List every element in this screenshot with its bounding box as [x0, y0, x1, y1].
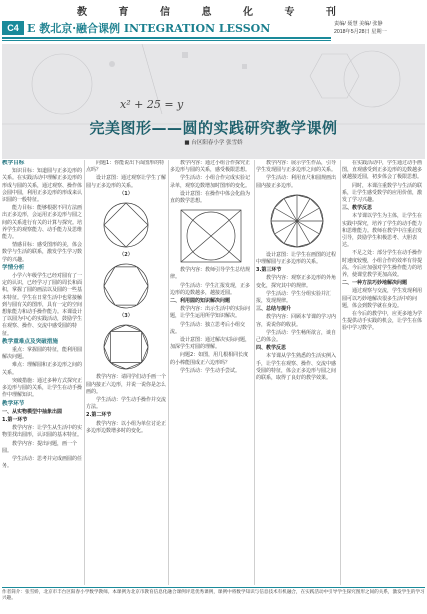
geometry-figure [259, 191, 335, 251]
body-paragraph: 学生活动：学生动手操作并交流方法。 [86, 397, 166, 411]
header-rule-thin [2, 40, 331, 41]
column-divider [340, 160, 341, 585]
body-paragraph: 突破措施：通过多种方式探究正多边形与圆的关系，让学生在动手操作中理解知识。 [2, 377, 82, 399]
figure-label: （3） [119, 313, 133, 320]
sub-heading: 3.第三环节 [256, 267, 282, 274]
newspaper-masthead: 教 育 信 息 化 专 刊 [77, 7, 350, 18]
body-paragraph: 本节课以学生为主体，让学生在实践中探究，培养了学生的动手能力和思维能力。教师在教学中注重启发引导，鼓励学生积极思考、大胆表达。 [342, 213, 423, 249]
body-paragraph: 难点：理解圆和正多边形之间的关系。 [2, 362, 82, 376]
article-title: 完美图形——圆的实践研究教学课例 [89, 119, 338, 137]
figure-label: （2） [119, 252, 133, 259]
section-heading: 教学环节 [2, 400, 25, 407]
sub-heading: 二、一种方法巧妙地解决问题 [342, 280, 408, 287]
body-paragraph: 学生活动：小组合作完成实验记录单，观察边数增加时图形的变化。 [170, 175, 251, 189]
article-byline: ■ 台区阳春小学 张雪娇 [184, 140, 243, 146]
body-paragraph: 教学内容：请同学们动手画一个圆内接正六边形，并说一说你是怎么画的。 [86, 374, 166, 395]
body-paragraph: 学生活动：独立思考后小组交流。 [170, 321, 246, 335]
text-column-2 [86, 160, 166, 585]
text-column-4 [256, 160, 338, 585]
sub-heading: 2.第二环节 [86, 412, 112, 419]
body-paragraph: 设计意图：让学生在画图的过程中理解圆与正多边形的关系。 [256, 251, 337, 266]
body-paragraph: 本节课从学生熟悉的生活实例入手，让学生在观察、操作、交流中感受圆的特征，体会正多边形与圆之间的联系，取得了良好的教学效果。 [256, 353, 337, 382]
edition-date: 2018年5月28日 星期一 [334, 29, 387, 35]
section-heading: 教学目标 [2, 160, 25, 166]
body-paragraph: 设计意图：通过观察让学生了解圆与正多边形的关系。 [86, 175, 166, 189]
body-paragraph: 教学内容：提出问题，画一个圆。 [2, 440, 78, 454]
body-paragraph: 学生活动：学生分组实验并汇报，发现规律。 [256, 290, 332, 305]
body-paragraph: 学生活动：思考并完成画圆的任务。 [2, 455, 82, 470]
body-paragraph: 在实践活动中，学生通过动手画图，直观感受到正多边形的边数越多就越接近圆，初步体会了极限思想。 [342, 160, 423, 181]
sub-heading: 1.第一环节 [2, 416, 28, 423]
body-paragraph: 教学内容：出示生活中的实际问题，让学生运用所学知识解决。 [170, 306, 251, 320]
column-divider [168, 160, 169, 585]
text-column-1 [2, 160, 82, 585]
body-paragraph: 教学内容：教师引导学生总结规律。 [170, 267, 251, 281]
edition-editors: 责编/ 聂慧 美编/ 张静 [334, 21, 383, 27]
geometry-figure [88, 321, 164, 373]
body-paragraph: 教学内容：回顾本节课的学习内容，说说你的收获。 [256, 314, 337, 328]
column-divider [84, 160, 85, 585]
body-paragraph: 通过观察与交流，学生发现利用圆可以巧妙地解决很多生活中的问题，体会到数学就在身边。 [342, 288, 423, 309]
body-paragraph: 学生活动：学生畅所欲言，谈自己的体会。 [256, 329, 337, 344]
body-paragraph: 教学内容：通过小组合作探究正多边形与圆的关系，感受极限思想。 [170, 160, 251, 174]
body-paragraph: 情感目标：感受图形的美，体会数学与生活的联系，激发学生学习数学的兴趣。 [2, 242, 82, 263]
section-title: E 教北京·融合课例 INTEGRATION LESSON [27, 22, 271, 35]
text-column-5 [342, 160, 425, 585]
body-paragraph: 设计意图：在操作中体会化曲为直的数学思想。 [170, 190, 251, 205]
figure-label: （1） [119, 190, 133, 197]
sub-heading: 四、教学反思 [256, 345, 287, 352]
body-paragraph: 学生活动：学生汇报发现，正多边形的边数越多，越接近圆。 [170, 282, 251, 296]
author-note: 作者简介：张雪娇，北京市丰台区阳春小学数学教师。本课例为北京市教育信息化融合课例评选优秀课例，课例中将数学知识与信息技术有机融合，在实践活动中引导学生探究图形之间的关系，激发学生的学习兴趣。 [2, 590, 425, 602]
text-column-3 [170, 160, 252, 585]
body-paragraph: 教学内容：展示学生作品，引导学生发现圆与正多边形之间的关系。 [256, 160, 337, 174]
body-paragraph: 重点：掌握圆的特征，能利用圆解决问题。 [2, 347, 82, 361]
body-paragraph: 问题2：如图，用几根相同长度的小棒能围成正六边形吗？ [170, 352, 249, 366]
body-paragraph: 在今后的教学中，应更多地为学生提供动手实践的机会，让学生在体验中学习数学。 [342, 311, 423, 332]
sub-heading: 三、教学反思 [342, 205, 373, 212]
banner-formula: x² + 25 = y [120, 98, 184, 111]
edition-info [334, 20, 427, 42]
body-paragraph: 学生活动：利用直尺和圆规画出圆内接正多边形。 [256, 175, 337, 189]
body-paragraph: 教学内容：以小组为单位讨论正多边形边数增多时的变化。 [86, 420, 166, 434]
footer-rule [2, 587, 425, 588]
column-divider [254, 160, 255, 585]
body-paragraph: 教学内容：观察正多边形的外角变化，探究其中的规律。 [256, 275, 337, 289]
body-paragraph: 能力目标：能够根据不同方法画出正多边形，会运用正多边形与圆之间的关系进行有关的计算与探究。培养学生的观察能力、动手能力及思维能力。 [2, 205, 82, 241]
geometry-figure [88, 199, 164, 251]
body-paragraph: 学生活动：学生动手尝试。 [180, 367, 241, 374]
header-rule [2, 37, 331, 39]
body-paragraph: 不足之处：部分学生在动手操作时速度较慢，小组合作的效率有待提高。今后应加强对学生操作能力的培养，使课堂教学更加高效。 [342, 250, 423, 279]
geometry-figure [173, 206, 249, 266]
body-paragraph: 问题1：你能说出下面图形的特点吗？ [86, 160, 165, 174]
geometry-figure [88, 260, 164, 312]
body-paragraph: 教学内容：让学生从生活中的实物里找出圆形，认识圆的基本特征。 [2, 425, 82, 439]
body-paragraph: 知识目标：知道圆与正多边形的关系。在实践活动中理解正多边形的形成与圆的关系，通过观察、操作体会圆中圆，利用正多边形的形成来认识圆的一般特征。 [2, 168, 82, 204]
page-code-badge: C4 [2, 21, 24, 35]
sub-heading: 三、总结与提升 [256, 306, 292, 313]
section-heading: 教学重难点及突破措施 [2, 338, 58, 345]
sub-heading: 二、利用圆的知识解决问题 [170, 298, 231, 305]
body-paragraph: 小学六年级学生已经对圆有了一定的认识，已经学习了圆的周长和面积，掌握了圆的画法以及圆的一些基本特征。学生在日常生活中也常接触到与圆有关的图形，具有一定的空间想象能力和动手操作能力。本课设计了以圆为中心的实践活动，鼓励学生在观察、操作、交流中感受圆的特征。 [2, 273, 82, 337]
section-heading: 学情分析 [2, 264, 25, 271]
body-paragraph: 设计意图：通过解决实际问题，加深学生对圆的理解。 [170, 337, 251, 351]
body-paragraph: 同时，本课注重数学与生活的联系，让学生感受数学的应用价值，激发了学习兴趣。 [342, 182, 423, 204]
sub-heading: 一、从实物模型中抽象出圆 [2, 408, 63, 415]
